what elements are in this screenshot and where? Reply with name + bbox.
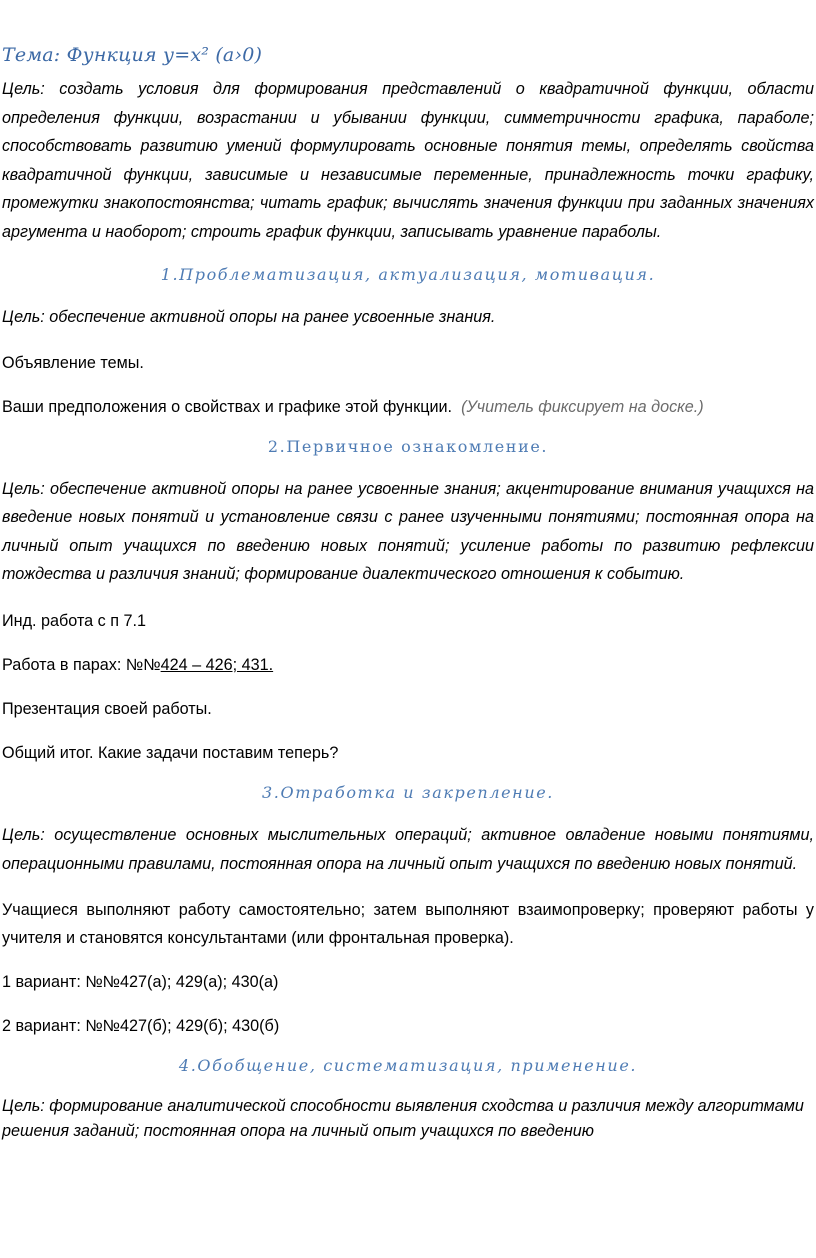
section-1-goal: Цель: обеспечение активной опоры на ранее усвоенные знания. bbox=[2, 307, 496, 326]
teacher-note: (Учитель фиксирует на доске.) bbox=[461, 397, 704, 416]
section-3-instructions: Учащиеся выполняют работу самостоятельно; затем выполняют взаимопроверку; проверяют работы у учителя и становятся консультантами (или фронтальная проверка). bbox=[2, 901, 814, 948]
pair-work-label: Работа в парах: №№ bbox=[2, 655, 161, 674]
section-1-announcement: Объявление темы. bbox=[2, 353, 144, 372]
section-3-variant-2: 2 вариант: №№427(б); 429(б); 430(б) bbox=[2, 1017, 280, 1036]
section-2-summary: Общий итог. Какие задачи поставим теперь? bbox=[2, 743, 339, 762]
pair-work-tasks: 424 – 426; 431. bbox=[160, 655, 274, 674]
section-4-goal: Цель: формирование аналитической способности выявления сходства и различия между алгоритмами решения заданий; постоянная опора на личный опыт учащихся по введению bbox=[2, 1097, 804, 1141]
section-4-heading: 4.Обобщение, систематизация, применение. bbox=[178, 1056, 638, 1076]
section-1-heading: 1.Проблематизация, актуализация, мотивация. bbox=[160, 264, 656, 284]
section-2-individual-work: Инд. работа с п 7.1 bbox=[2, 611, 147, 630]
lesson-title: Тема: Функция у=х² (а›0) bbox=[2, 44, 263, 66]
section-1-assumptions bbox=[2, 393, 814, 421]
lesson-goal: Цель: создать условия для формирования представлений о квадратичной функции, области определения функции, возрастании и убывании функции, симметричности графика, параболе; способствовать развитию умений формулировать основные понятия темы, определять свойства квадратичной функции, зависимые и независимые переменные, принадлежность точки графику, промежутки знакопостоянства; читать график; вычислять значения функции при заданных значениях аргумента и наоборот; строить график функции, записывать уравнение параболы. bbox=[2, 80, 814, 241]
section-2-pair-work bbox=[2, 651, 814, 679]
assumptions-text: Ваши предположения о свойствах и графике этой функции. bbox=[2, 397, 453, 416]
section-3-heading: 3.Отработка и закрепление. bbox=[262, 782, 554, 802]
section-2-presentation: Презентация своей работы. bbox=[2, 699, 212, 718]
section-3-variant-1: 1 вариант: №№427(а); 429(а); 430(а) bbox=[2, 973, 279, 992]
section-3-goal: Цель: осуществление основных мыслительных операций; активное овладение новыми понятиями, операционными правилами, постоянная опора на личный опыт учащихся по введению новых понятий. bbox=[2, 825, 814, 873]
section-2-goal: Цель: обеспечение активной опоры на ранее усвоенные знания; акцентирование внимания учащихся на введение новых понятий и установление связи с ранее изученными понятиями; постоянная опора на личный опыт учащихся по введению новых понятий; усиление работы по развитию рефлексии тождества и различия знаний; формирование диалектического отношения к событию. bbox=[2, 479, 814, 584]
section-2-heading: 2.Первичное ознакомление. bbox=[267, 436, 549, 456]
